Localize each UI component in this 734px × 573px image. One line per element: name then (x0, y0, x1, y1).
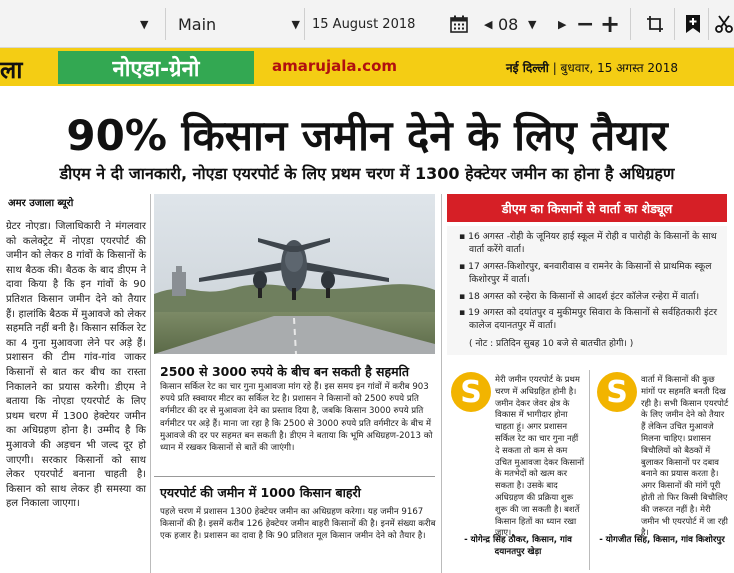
airplane-photo-svg (154, 194, 435, 354)
zoom-in-icon: + (600, 10, 621, 38)
column-divider (589, 370, 590, 570)
calendar-icon[interactable] (450, 0, 468, 48)
page-headline: 90% किसान जमीन देने के लिए तैयार (66, 111, 668, 160)
edition-date: नई दिल्ली | बुधवार, 15 अगस्त 2018 (506, 61, 678, 75)
edition-select-value: Main (178, 14, 217, 34)
quote-text: वार्ता में किसानों की कुछ मांगों पर सहमति बनती दिख रही है। सभी किसान एयरपोर्ट के लिए जमीन देने को तैयार हैं लेकिन उचित मुआवजे मिलना चाहिए। प्रशासन बिचौलियों को बैठकों में बुलाकर किसानों पर दबाव बनाने का प्रयास करता है। अगर किसानों की मांगें पूरी होती तो फिर किसी बिचौलिए की जरूरत नहीं है। मेरी जमीन भी एयरपोर्ट में जा रही है। (641, 374, 729, 538)
toolbar-separator (708, 8, 709, 40)
page-dropdown-glyph: ▼ (528, 17, 537, 31)
band-section-title: नोएडा-ग्रेनो (58, 51, 254, 84)
quote-logo-icon: S (597, 372, 637, 412)
date-field[interactable] (312, 0, 415, 48)
quote-text: मेरी जमीन एयरपोर्ट के प्रथम चरण में अधिग्रहित होनी है। जमीन देकर जेवर क्षेत्र के विकास में भागीदार होना चाहता हूं। अगर प्रशासन सर्किल रेट का चार गुना नहीं दे सकता तो कम से कम उचित मुआवजा देकर किसानों के मतभेदों को खत्म कर सकता है। उसके बाद अधिग्रहण की प्रक्रिया शुरू शुरू की जा सकती है। बशर्ते किसान हितों का ध्यान रखा जाए। (495, 374, 584, 538)
schedule-item-text: 17 अगस्त-किशोरपुर, बनवारीवास व रामनेर के किसानों से प्राथमिक स्कूल किशोरपुर में वार्ता। (468, 260, 712, 286)
edition-band (0, 48, 734, 86)
bullet-icon: ▪ (459, 290, 466, 302)
chevron-down-icon[interactable] (140, 0, 148, 48)
edition-day-date: बुधवार, 15 अगस्त 2018 (560, 61, 678, 75)
schedule-item-text: 16 अगस्त -रोही के जूनियर हाई स्कूल में रोही व पारोही के किसानों के साथ वार्ता करेंगे वार्ता। (468, 231, 717, 256)
schedule-item-text: 19 अगस्त को दयांतपुर व मुकीमपुर सिवारा के किसानों से सर्वहितकारी इंटर कालेज दयानतपुर में वार्ता। (468, 307, 717, 332)
calendar-icon-svg (450, 15, 468, 33)
caption-body: किसान सर्किल रेट का चार गुना मुआवजा मांग रहे हैं। इस समय इन गांवों में करीब 903 रुपये प्रति स्क्वायर मीटर का सर्किल रेट है। प्रशासन ने किसानों को 2500 रुपये प्रति वर्गमीटर की दर से मुआवजा देने का प्रस्ताव दिया है, जबकि किसान 3000 रुपये प्रति वर्गमीटर पर अड़े हैं। माना जा रहा है कि 2500 से 3000 रुपये प्रति वर्गमीटर के बीच में मुआवजे की दर पर सहमत बन सकती है। डीएम ने बताया कि भूमि अधिग्रहण-2013 को ध्यान में रखकर किसानों से बातें की जाएंगी। (160, 382, 433, 454)
page-number-select[interactable] (498, 0, 518, 48)
bookmark-add-icon-svg (685, 14, 701, 34)
chevron-down-glyph: ▼ (140, 17, 149, 31)
edition-select[interactable] (172, 0, 300, 48)
crop-icon[interactable] (646, 0, 664, 48)
schedule-item (455, 260, 721, 287)
zoom-out-icon: − (576, 11, 595, 37)
chevron-down-icon[interactable] (528, 0, 536, 48)
toolbar-separator (674, 8, 675, 40)
section-rule (154, 476, 435, 477)
zoom-out-button[interactable] (576, 0, 594, 48)
date-value: 15 August 2018 (312, 16, 416, 32)
page-number-value: 08 (498, 14, 519, 34)
scissors-icon-svg (714, 14, 734, 34)
byline: अमर उजाला ब्यूरो (8, 198, 74, 209)
quote-author: - योगजीत सिंह, किसान, गांव किशोरपुर (599, 535, 725, 545)
schedule-title: डीएम का किसानों से वार्ता का शेड्यूल (447, 194, 727, 222)
next-page-glyph: ▶ (558, 17, 567, 31)
quote-card (593, 370, 733, 570)
page-subheadline: डीएम ने दी जानकारी, नोएडा एयरपोर्ट के लिए प्रथम चरण में 1300 हेक्टेयर जमीन का होना है अधिग्रहण (59, 164, 675, 183)
box-body: पहले चरण में प्रशासन 1300 हेक्टेयर जमीन का अधिग्रहण करेगा। यह जमीन 9167 किसानों की है। इसमें करीब 126 हेक्टेयर जमीन बाहरी किसानों की है। इनमें संख्या करीब एक हजार है। प्रशासन का दावा है कि 90 प्रतिशत मूल किसान जमीन देने को तैयार है। (160, 507, 436, 542)
newspaper-page[interactable] (0, 48, 734, 573)
box-title: एयरपोर्ट की जमीन में 1000 किसान बाहरी (160, 485, 361, 500)
band-left-text: ला (0, 56, 23, 84)
bookmark-add-icon[interactable] (685, 0, 701, 48)
column-divider (441, 194, 442, 573)
schedule-item-text: 18 अगस्त को रन्हेरा के किसानों से आदर्श इंटर कॉलेज रन्हेरा में वार्ता। (468, 290, 700, 302)
schedule-note: ( नोट : प्रतिदिन सुबह 10 बजे से बातचीत होगी। ) (469, 338, 634, 349)
zoom-in-button[interactable] (600, 0, 620, 48)
crop-icon-svg (646, 15, 664, 33)
column-divider (150, 194, 151, 573)
bullet-icon: ▪ (459, 307, 466, 319)
scissors-icon[interactable] (714, 0, 734, 48)
chevron-down-icon: ▼ (291, 17, 300, 31)
toolbar-separator (165, 8, 166, 40)
schedule-list (447, 226, 727, 355)
toolbar-separator (304, 8, 305, 40)
schedule-item (455, 290, 721, 303)
article-body: ग्रेटर नोएडा। जिलाधिकारी ने मंगलवार को कलेक्ट्रेट में नोएडा एयरपोर्ट की जमीन को लेकर 8 गांवों के किसानों के साथ बैठक की। बैठक के बाद डीएम ने दावा किया है कि इन गांवों के 90 प्रतिशत किसान जमीन देने को तैयार हैं। हालांकि बैठक में मुआवजे को लेकर सहमति नहीं बनी है। किसान सर्किल रेट का 4 गुना मुआवजा लेने पर अड़े हैं। प्रशासन की टीम गांव-गांव जाकर किसानों से बात कर बीच का रास्ता निकालने का प्रयास करेगी। डीएम ने बताया कि नोएडा एयरपोर्ट के लिए प्रथम चरण में 1300 हेक्टेयर जमीन का अधिग्रहण होना है। उम्मीद है कि मुआवजे की अड़चन भी जल्द दूर हो जाएगी। सरकार किसानों को साथ लेकर एयरपोर्ट बनाना चाहती है। किसान को साथ लेकर ही समस्या का हल निकाला जाएगा। (6, 221, 146, 510)
caption-title: 2500 से 3000 रुपये के बीच बन सकती है सहमति (160, 364, 409, 379)
toolbar-separator (630, 8, 631, 40)
next-page-icon[interactable] (558, 0, 566, 48)
schedule-item (455, 306, 721, 333)
quote-author: - योगेन्द्र सिंह ठौकर, किसान, गांव दयानतपुर खेड़ा (464, 535, 572, 557)
quote-card (447, 370, 587, 570)
site-name: amarujala.com (272, 57, 398, 75)
bullet-icon: ▪ (459, 260, 466, 272)
bullet-icon: ▪ (459, 231, 466, 242)
quote-logo-icon: S (451, 372, 491, 412)
edition-city: नई दिल्ली (506, 61, 549, 75)
schedule-item (455, 230, 721, 257)
prev-page-glyph: ◀ (484, 17, 493, 31)
viewer-toolbar (0, 0, 734, 48)
prev-page-icon[interactable] (484, 0, 492, 48)
airplane-photo (154, 194, 435, 354)
